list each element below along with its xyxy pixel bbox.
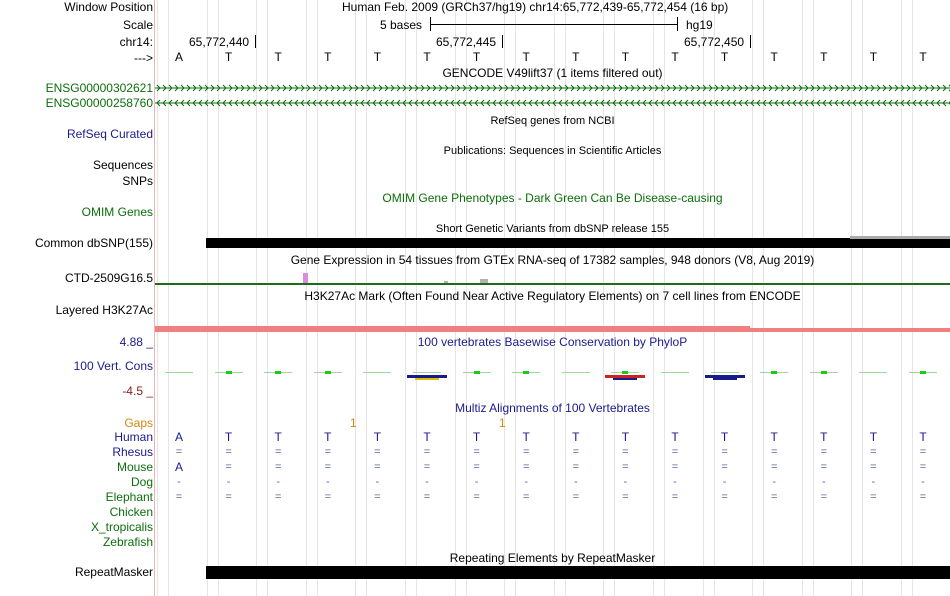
dbsnp-track-title: Short Genetic Variants from dbSNP release 155 — [435, 223, 670, 235]
alignment-base: T — [572, 430, 580, 444]
reference-base: T — [770, 50, 778, 64]
alignment-base: = — [721, 461, 728, 473]
position-tick-label: 65,772,445 — [436, 35, 497, 49]
pubs-track-label[interactable]: Sequences — [92, 158, 153, 172]
alignment-base: = — [820, 446, 828, 458]
alignment-base: = — [324, 491, 332, 503]
alignment-base: T — [621, 430, 630, 444]
alignment-base: = — [919, 446, 927, 458]
alignment-base: = — [770, 446, 778, 458]
alignment-base: = — [423, 446, 431, 458]
alignment-base: T — [770, 430, 778, 444]
alignment-base: T — [919, 430, 927, 444]
species-label[interactable]: Mouse — [116, 460, 153, 474]
gtex-track-title: Gene Expression in 54 tissues from GTEx RNA-seq of 17382 samples, 948 donors (V8, Aug 2019) — [290, 253, 815, 267]
cons-score-mark — [821, 371, 827, 374]
alignment-base: = — [473, 461, 480, 473]
reference-base: T — [820, 50, 828, 64]
gap-count: 1 — [499, 416, 506, 430]
alignment-base: = — [225, 491, 232, 503]
alignment-base: A — [174, 460, 183, 474]
alignment-base: = — [721, 491, 728, 503]
alignment-base: = — [572, 446, 580, 458]
window-position-text: Human Feb. 2009 (GRCh37/hg19) chr14:65,772,439-65,772,454 (16 bp) — [342, 0, 729, 14]
h3k27ac-signal[interactable] — [750, 328, 950, 332]
alignment-base: = — [820, 461, 828, 473]
alignment-base: T — [373, 430, 382, 444]
alignment-base: - — [325, 476, 330, 488]
alignment-base: = — [274, 491, 282, 503]
alignment-base: = — [622, 491, 629, 503]
dbsnp-feature-shade — [850, 236, 950, 239]
alignment-base: = — [522, 446, 530, 458]
gap-count: 1 — [350, 416, 357, 430]
cons-track-label[interactable]: 100 Vert. Cons — [73, 359, 153, 373]
cons-negative-mark — [713, 378, 737, 380]
alignment-base: = — [423, 461, 431, 473]
species-label[interactable]: Rhesus — [112, 445, 153, 459]
cons-score-mark — [920, 371, 926, 374]
cons-baseline-segment — [859, 372, 887, 373]
reference-base: T — [522, 50, 530, 64]
refseq-track-label[interactable]: RefSeq Curated — [66, 127, 153, 141]
scale-bar-start — [430, 17, 431, 31]
alignment-base: = — [572, 491, 580, 503]
alignment-base: = — [671, 461, 679, 473]
alignment-base: - — [623, 476, 628, 488]
alignment-base: = — [870, 446, 877, 458]
assembly-label: hg19 — [686, 18, 713, 32]
gtex-baseline — [155, 283, 950, 285]
gencode-item-1-feature[interactable] — [155, 82, 950, 94]
alignment-base: = — [225, 461, 232, 473]
scale-bar-end — [677, 17, 678, 31]
repeatmasker-track-label[interactable]: RepeatMasker — [74, 565, 153, 579]
alignment-base: = — [770, 491, 778, 503]
cons-baseline-segment — [661, 372, 689, 373]
alignment-base: = — [274, 461, 282, 473]
omim-track-title: OMIM Gene Phenotypes - Dark Green Can Be Disease-causing — [382, 191, 723, 205]
alignment-base: - — [524, 476, 529, 488]
position-tick-label: 65,772,450 — [684, 35, 745, 49]
alignment-base: = — [919, 491, 927, 503]
gaps-track-label[interactable]: Gaps — [124, 416, 153, 430]
alignment-base: = — [374, 491, 381, 503]
position-tick — [255, 35, 256, 48]
reference-base: T — [919, 50, 927, 64]
cons-baseline-segment — [165, 372, 193, 373]
reference-base: T — [869, 50, 878, 64]
alignment-base: - — [722, 476, 727, 488]
cons-baseline-segment — [711, 372, 739, 373]
alignment-base: - — [375, 476, 380, 488]
alignment-base: = — [919, 461, 927, 473]
alignment-base: = — [622, 446, 629, 458]
species-label[interactable]: Elephant — [105, 490, 153, 504]
alignment-base: = — [870, 491, 877, 503]
alignment-base: T — [224, 430, 233, 444]
alignment-base: T — [671, 430, 679, 444]
alignment-base: = — [274, 446, 282, 458]
alignment-base: - — [276, 476, 281, 488]
species-label[interactable]: Dog — [130, 475, 153, 489]
reference-base: T — [472, 50, 481, 64]
alignment-base: = — [374, 446, 381, 458]
alignment-base: - — [573, 476, 578, 488]
gtex-track-label[interactable]: CTD-2509G16.5 — [64, 271, 153, 285]
alignment-base: = — [721, 446, 728, 458]
gencode-item-2-feature[interactable] — [155, 97, 950, 109]
reference-base: T — [324, 50, 332, 64]
cons-score-mark — [325, 371, 331, 374]
alignment-base: = — [522, 491, 530, 503]
h3k27ac-track-title: H3K27Ac Mark (Often Found Near Active Regulatory Elements) on 7 cell lines from ENCODE — [304, 289, 801, 303]
cons-score-mark — [474, 371, 480, 374]
alignment-base: = — [622, 461, 629, 473]
window-position-label: Window Position — [64, 0, 153, 14]
species-label[interactable]: X_tropicalis — [90, 520, 153, 534]
reference-base: T — [572, 50, 580, 64]
alignment-base: - — [921, 476, 925, 488]
chrom-label: chr14: — [119, 35, 153, 49]
repeatmasker-feature[interactable] — [206, 566, 950, 579]
alignment-base: = — [175, 446, 183, 458]
repeatmasker-track-title: Repeating Elements by RepeatMasker — [449, 551, 656, 565]
cons-axis-min: -4.5 _ — [122, 384, 153, 398]
alignment-base: - — [177, 476, 181, 488]
alignment-base: = — [225, 446, 232, 458]
alignment-base: = — [175, 491, 183, 503]
species-label[interactable]: Chicken — [109, 505, 153, 519]
alignment-base: T — [820, 430, 828, 444]
alignment-base: - — [474, 476, 479, 488]
alignment-base: - — [226, 476, 231, 488]
alignment-base: - — [821, 476, 826, 488]
snps-track-label[interactable]: SNPs — [122, 174, 153, 188]
gencode-item-1-label[interactable]: ENSG00000302621 — [45, 81, 153, 95]
cons-baseline-segment — [562, 372, 590, 373]
omim-track-label[interactable]: OMIM Genes — [81, 205, 153, 219]
alignment-base: T — [324, 430, 332, 444]
reference-base: T — [671, 50, 679, 64]
alignment-base: T — [472, 430, 481, 444]
cons-negative-mark — [415, 378, 439, 380]
cons-score-mark — [226, 371, 232, 374]
alignment-base: = — [473, 491, 480, 503]
species-label[interactable]: Zebrafish — [102, 535, 153, 549]
gencode-track-title: GENCODE V49lift37 (1 items filtered out) — [442, 66, 663, 80]
scale-bar — [430, 24, 677, 25]
cons-score-mark — [275, 371, 281, 374]
alignment-base: = — [324, 446, 332, 458]
cons-baseline-segment — [363, 372, 391, 373]
dbsnp-track-label[interactable]: Common dbSNP(155) — [34, 236, 153, 250]
multiz-track-title: Multiz Alignments of 100 Vertebrates — [455, 401, 650, 415]
alignment-base: = — [522, 461, 530, 473]
reference-base: A — [174, 50, 183, 64]
cons-baseline-segment — [413, 372, 441, 373]
gtex-bar[interactable] — [303, 273, 308, 283]
alignment-base: - — [673, 476, 677, 488]
position-tick — [750, 35, 751, 48]
alignment-base: = — [374, 461, 381, 473]
cons-axis-max: 4.88 _ — [119, 335, 153, 349]
alignment-base: T — [423, 430, 431, 444]
cons-score-mark — [622, 371, 628, 374]
alignment-base: - — [772, 476, 777, 488]
alignment-base: = — [473, 446, 480, 458]
scale-label: Scale — [122, 18, 153, 32]
gencode-item-2-label[interactable]: ENSG00000258760 — [45, 96, 153, 110]
alignment-base: - — [871, 476, 876, 488]
cons-negative-mark — [613, 378, 637, 380]
refseq-track-title: RefSeq genes from NCBI — [490, 115, 615, 127]
alignment-base: = — [770, 461, 778, 473]
strand-label: ---> — [134, 51, 153, 65]
dbsnp-feature[interactable] — [206, 238, 950, 248]
reference-base: T — [274, 50, 282, 64]
alignment-base: A — [174, 430, 183, 444]
cons-score-mark — [523, 371, 529, 374]
alignment-base: T — [522, 430, 530, 444]
alignment-base: T — [869, 430, 878, 444]
alignment-base: = — [423, 491, 431, 503]
species-label[interactable]: Human — [114, 430, 153, 444]
reference-base: T — [720, 50, 729, 64]
alignment-base: T — [274, 430, 282, 444]
alignment-base: = — [820, 491, 828, 503]
alignment-base: = — [572, 461, 580, 473]
cons-track-title: 100 vertebrates Basewise Conservation by PhyloP — [417, 335, 688, 349]
position-tick-label: 65,772,440 — [189, 35, 250, 49]
h3k27ac-signal[interactable] — [155, 326, 750, 332]
scale-text: 5 bases — [380, 18, 423, 32]
pubs-track-title: Publications: Sequences in Scientific Articles — [443, 145, 662, 157]
cons-score-mark — [771, 371, 777, 374]
reference-base: T — [373, 50, 382, 64]
alignment-base: = — [671, 491, 679, 503]
reference-base: T — [224, 50, 233, 64]
alignment-base: = — [671, 446, 679, 458]
alignment-base: T — [720, 430, 729, 444]
position-tick — [502, 35, 503, 48]
alignment-base: - — [425, 476, 429, 488]
reference-base: T — [621, 50, 630, 64]
reference-base: T — [423, 50, 431, 64]
h3k27ac-track-label[interactable]: Layered H3K27Ac — [55, 303, 153, 317]
alignment-base: = — [870, 461, 877, 473]
alignment-base: = — [324, 461, 332, 473]
